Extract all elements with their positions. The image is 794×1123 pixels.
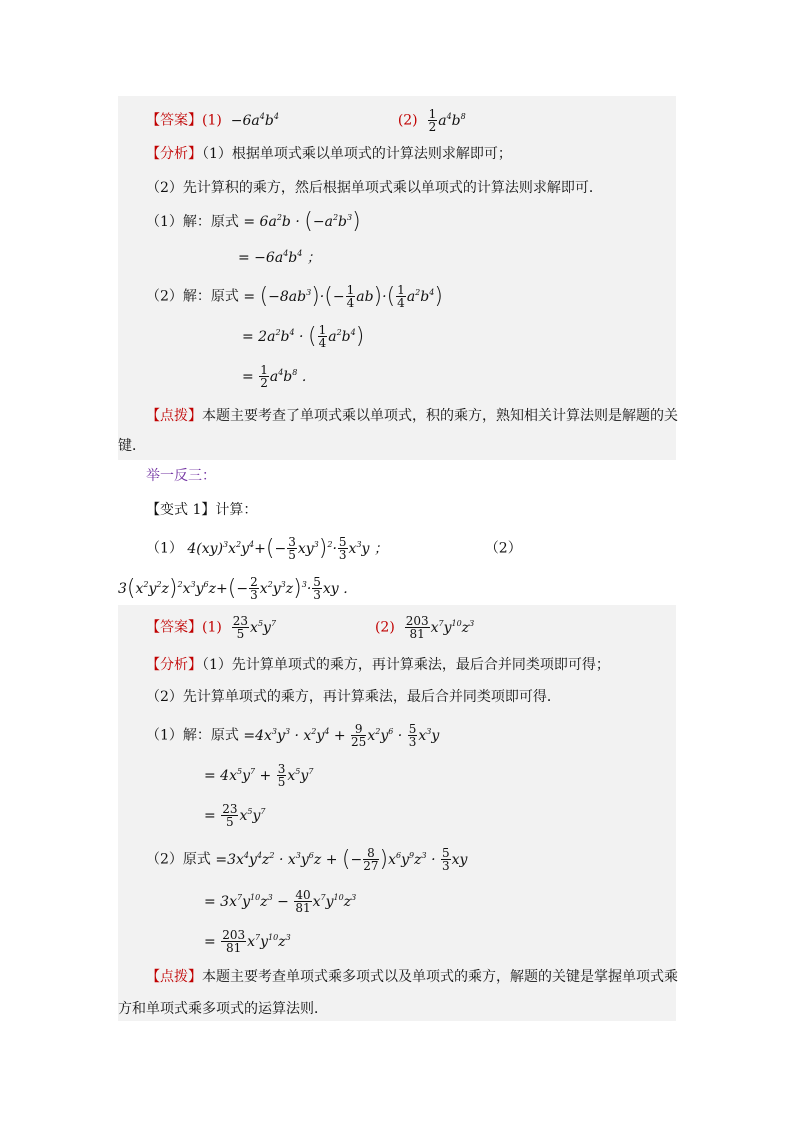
question-line-2 — [118, 576, 357, 601]
question-2-expr: $3(x^2y^2z)^2x^3y^6z+(-$ $\frac{2}{3}$ $x^2y^3z)^3\cdot$ $\frac{5}{3}$ xy ． — [118, 575, 358, 602]
solution2-2-line-3 — [204, 929, 291, 954]
practice-label: 举一反三： — [146, 468, 216, 484]
tip-label: 【点拨】 — [146, 408, 202, 424]
question-2-prefix: （2） — [484, 540, 522, 557]
solution2-line-3 — [242, 364, 316, 389]
solution1-label: （1）解：原式 — [146, 214, 239, 230]
solution2-2-label: （2）原式 — [146, 851, 211, 868]
analysis-text-2: （2）先计算积的乘方，然后根据单项式乘以单项式的计算法则求解即可． — [146, 180, 603, 196]
solution2-expr: = $(-8ab^3)\cdot(-$ $\frac{1}{4}$ ab)·( $\frac{1}{4}$ $a^2b^4$) — [243, 283, 443, 310]
practice-heading — [146, 466, 216, 486]
solution1-line-1 — [146, 209, 361, 234]
analysis2-text-2: （2）先计算单项式的乘方，再计算乘法，最后合并同类项即可得． — [146, 689, 561, 705]
example1-solution-block — [118, 96, 676, 460]
analysis2-label: 【分析】 — [146, 657, 202, 673]
solution2-2-result: = $\frac{203}{81}$ $x^7y^{10}z^3$ — [204, 928, 291, 955]
answer-2-expr: $\frac{1}{2}$ $a^4b^8$ — [428, 107, 466, 134]
analysis2-line-1 — [146, 655, 610, 675]
answer2-line — [146, 615, 474, 640]
solution1-line-2 — [238, 248, 321, 268]
tip2-line-1 — [146, 967, 678, 987]
solution2-2-expr: $=3x^4y^4z^2 \cdot x^3y^6z$ + (− $\frac{8}{27}$ )$x^6y^9z^3$ · $\frac{5}{3}$ xy — [215, 846, 468, 873]
solution2-label: （2）解：原式 — [146, 288, 239, 305]
solution2-step2: = $2a^2b^4$ · ( $\frac{1}{4}$ $a^2b^4$) — [242, 323, 365, 350]
tip2-line-2 — [118, 999, 328, 1019]
solution2-line-2 — [242, 324, 364, 349]
solution1-result: = $-6a^4b^4$ ； — [238, 249, 321, 266]
solution2-1-line-1 — [146, 723, 439, 748]
answer2-2-expr: $\frac{203}{81}$ $x^7y^{10}z^3$ — [405, 614, 475, 641]
answer-line-1 — [146, 108, 466, 133]
tip2-text-1: 本题主要考查单项式乘多项式以及单项式的乘方，解题的关键是掌握单项式乘 — [202, 969, 678, 985]
tip-line-1 — [146, 406, 678, 426]
answer-label: 【答案】 — [146, 112, 202, 129]
answer-2-prefix: (2) — [397, 112, 418, 129]
solution2-1-expr: $=4x^3y^3 \cdot x^2y^4$ + $\frac{9}{25}$ $x^2y^6$ · $\frac{5}{3}$ $x^3y$ — [243, 722, 440, 749]
solution2-result: = $\frac{1}{2}$ $a^4b^8$ ． — [242, 363, 316, 390]
solution2-1-line-3 — [204, 803, 265, 828]
answer-1-prefix: (1) — [202, 112, 222, 129]
answer2-1-prefix: (1) — [202, 619, 222, 636]
variant-label: 【变式 1】 — [146, 502, 216, 518]
analysis2-text-1: （1）先计算单项式的乘方，再计算乘法，最后合并同类项即可得； — [202, 657, 610, 673]
calc-label: 计算： — [215, 502, 258, 518]
tip2-text-2: 方和单项式乘多项式的运算法则． — [118, 1001, 328, 1017]
tip-text-2: 键． — [118, 438, 146, 454]
variant-heading — [146, 500, 257, 520]
answer2-1-expr: $\frac{23}{5}$ $x^5y^7$ — [232, 614, 277, 641]
answer-label-2: 【答案】 — [146, 619, 202, 636]
tip-line-2 — [118, 436, 146, 456]
analysis-line-2 — [146, 178, 603, 198]
solution2-2-step2: = $3x^7y^{10}z^3$ − $\frac{40}{81}$ $x^7y^{10}z^3$ — [204, 888, 357, 915]
answer-1-expr: $-6a^4b^4$ — [226, 111, 279, 129]
analysis-label: 【分析】 — [146, 146, 202, 162]
question-1-expr: $4(xy)^3x^2y^4+(-$ $\frac{3}{5}$ $xy^3)^2\cdot$ $\frac{5}{3}$ $x^3y$ ； — [187, 535, 388, 562]
tip-text-1: 本题主要考查了单项式乘以单项式，积的乘方，熟知相关计算法则是解题的关 — [202, 408, 678, 424]
solution2-1-step2: = $4x^5y^7$ + $\frac{3}{5}$ $x^5y^7$ — [204, 762, 314, 789]
analysis-line-1 — [146, 144, 512, 164]
example2-solution-block — [118, 605, 676, 1021]
solution2-line-1 — [146, 284, 443, 309]
analysis-text-1: （1）根据单项式乘以单项式的计算法则求解即可； — [202, 146, 512, 162]
question-1-prefix: （1） — [146, 540, 183, 557]
solution2-1-line-2 — [204, 763, 313, 788]
solution2-1-label: （1）解：原式 — [146, 727, 239, 744]
tip2-label: 【点拨】 — [146, 969, 202, 985]
solution1-expr: = $6a^2b \cdot (-a^2b^3)$ — [243, 209, 361, 234]
solution2-2-line-2 — [204, 889, 356, 914]
analysis2-line-2 — [146, 687, 561, 707]
answer2-2-prefix: (2) — [374, 619, 395, 636]
solution2-1-result: = $\frac{23}{5}$ $x^5y^7$ — [204, 802, 266, 829]
question-line-1 — [146, 536, 522, 561]
solution2-2-line-1 — [146, 847, 467, 872]
